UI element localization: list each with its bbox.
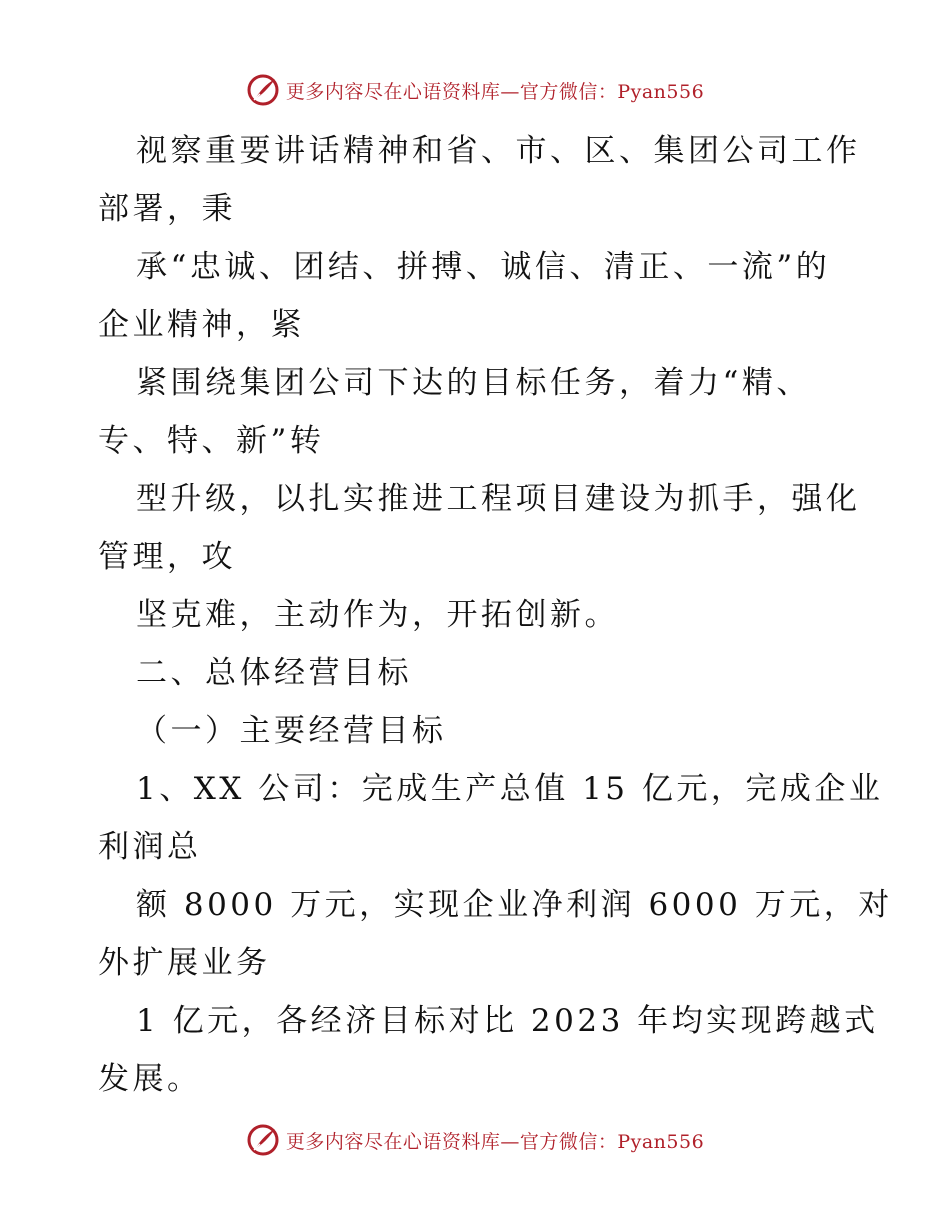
paragraph-line: 紧围绕集团公司下达的目标任务，着力“精、 (136, 365, 811, 401)
paragraph-line: 坚克难，主动作为，开拓创新。 (136, 597, 619, 633)
paragraph-line: 利润总 (98, 829, 202, 865)
section-heading: 二、总体经营目标 (136, 655, 412, 691)
paragraph-line: 承“忠诚、团结、拼搏、诚信、清正、一流”的 (136, 249, 831, 285)
paragraph-line: 额 8000 万元，实现企业净利润 6000 万元，对 (136, 887, 893, 923)
footer-watermark-banner (0, 1122, 950, 1158)
footer-banner-text: 更多内容尽在心语资料库—官方微信：Pyan556 (285, 1130, 705, 1153)
paragraph-line: 1、XX 公司：完成生产总值 15 亿元，完成企业 (136, 771, 884, 807)
paragraph-line: 管理，攻 (98, 539, 236, 575)
paragraph-line: 1 亿元，各经济目标对比 2023 年均实现跨越式 (136, 1003, 879, 1039)
paragraph-line: 专、特、新”转 (98, 423, 325, 459)
paragraph-line: 部署，秉 (98, 191, 236, 227)
document-body (98, 122, 893, 1108)
header-banner-text: 更多内容尽在心语资料库—官方微信：Pyan556 (285, 80, 705, 103)
paragraph-line: 发展。 (98, 1061, 202, 1097)
paragraph-line: 型升级，以扎实推进工程项目建设为抓手，强化 (136, 481, 861, 517)
feather-logo-icon (246, 1123, 280, 1157)
paragraph-line: 视察重要讲话精神和省、市、区、集团公司工作 (136, 133, 861, 169)
paragraph-line: 企业精神，紧 (98, 307, 305, 343)
header-watermark-banner (0, 72, 950, 108)
feather-logo-icon (246, 73, 280, 107)
subsection-heading: （一）主要经营目标 (136, 713, 447, 749)
paragraph-line: 外扩展业务 (98, 945, 271, 981)
